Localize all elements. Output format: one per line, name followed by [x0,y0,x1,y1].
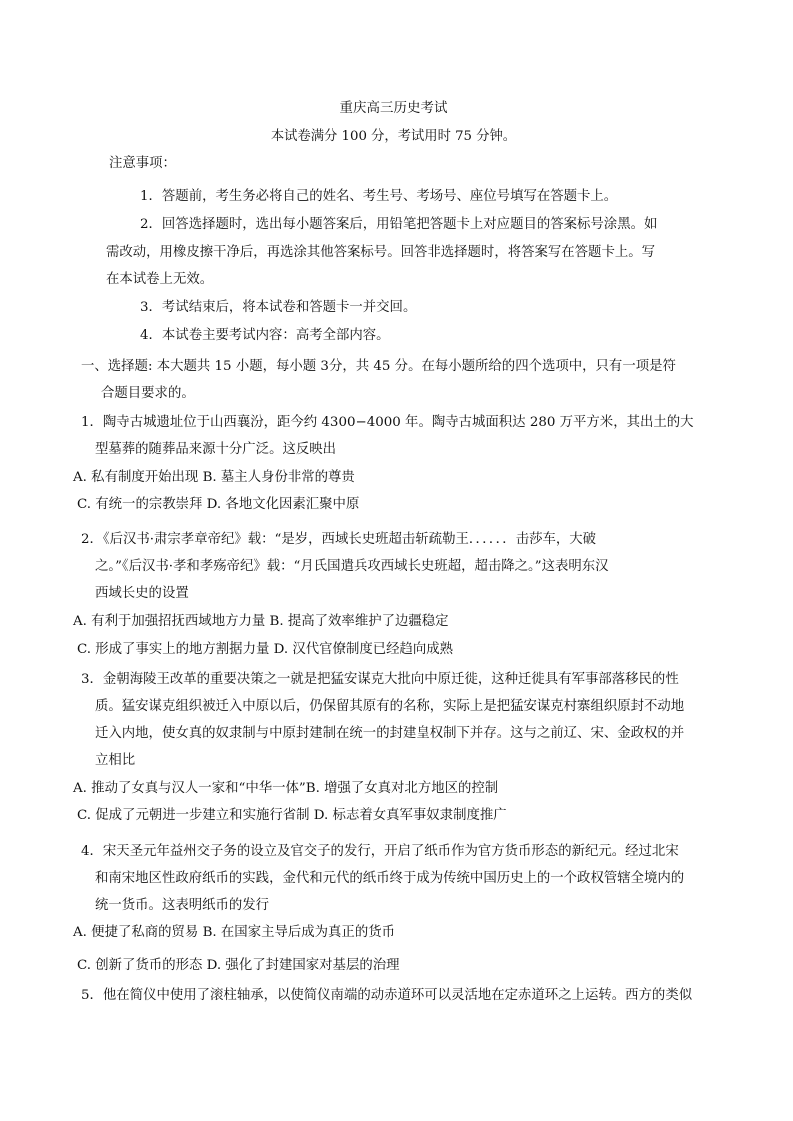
exam-title: 重庆高三历史考试 [339,100,448,116]
notice-item: 4．本试卷主要考试内容：高考全部内容。 [140,328,390,343]
exam-subtitle: 本试卷满分 100 分，考试用时 75 分钟。 [270,129,517,144]
question-4-stem: 和南宋地区性政府纸币的实践，金代和元代的纸币终于成为传统中国历史上的一个政权管辖全境内的 [95,871,685,886]
question-4-options-ab: A. 便捷了私商的贸易 B. 在国家主导后成为真正的货币 [73,925,395,940]
section-heading: 合题目要求的。 [101,386,195,401]
notice-item: 2．回答选择题时，选出每小题答案后，用铅笔把答题卡上对应题目的答案标号涂黑。如 [140,217,658,232]
question-2-options-ab: A. 有利于加强招抚西域地方力量 B. 提高了效率维护了边疆稳定 [73,614,449,629]
question-2-stem: 2．《后汉书·肃宗孝章帝纪》载：“是岁，西域长史班超击斩疏勒王．．．．．．击莎车，大破 [81,532,597,547]
notice-item: 需改动，用橡皮擦干净后，再选涂其他答案标号。回答非选择题时，将答案写在答题卡上。写 [106,245,656,260]
question-1-stem: 1．陶寺古城遗址位于山西襄汾，距今约 4300−4000 年。陶寺古城面积达 280 万平方米，其出土的大 [81,415,694,430]
question-4-stem: 4．宋天圣元年益州交子务的设立及官交子的发行，开启了纸币作为官方货币形态的新纪元。经过北宋 [81,844,679,859]
question-5-stem: 5．他在简仪中使用了滚柱轴承，以使简仪南端的动赤道环可以灵活地在定赤道环之上运转。西方的类似 [81,988,693,1003]
question-3-stem: 立相比 [95,753,136,768]
notice-item: 在本试卷上无效。 [106,272,214,287]
question-4-options-cd: C. 创新了货币的形态 D. 强化了封建国家对基层的治理 [77,958,400,973]
notice-item: 3．考试结束后，将本试卷和答题卡一并交回。 [140,300,417,315]
question-3-stem: 质。猛安谋克组织被迁入中原以后，仍保留其原有的名称，实际上是把猛安谋克村寨组织原封不动地 [95,699,685,714]
question-3-options-ab: A. 推动了女真与汉人一家和“中华一体”B. 增强了女真对北方地区的控制 [73,781,499,796]
question-1-options-ab: A. 私有制度开始出现 B. 墓主人身份非常的尊贵 [73,470,355,485]
question-4-stem: 统一货币。这表明纸币的发行 [95,898,270,913]
question-3-options-cd: C. 促成了元朝进一步建立和实施行省制 D. 标志着女真军事奴隶制度推广 [77,808,507,823]
question-3-stem: 3．金朝海陵王改革的重要决策之一就是把猛安谋克大批向中原迁徙，这种迁徙具有军事部落移民的性 [81,672,679,687]
notice-item: 1．答题前，考生务必将自己的姓名、考生号、考场号、座位号填写在答题卡上。 [140,189,618,204]
question-2-stem: 之。”《后汉书·孝和孝殇帝纪》载：“月氏国遣兵攻西域长史班超，超击降之。”这表明东汉 [95,559,609,574]
notice-heading: 注意事项： [109,156,176,171]
question-3-stem: 迁入内地，使女真的奴隶制与中原封建制在统一的封建皇权制下并存。这与之前辽、宋、金政权的并 [95,726,685,741]
question-1-stem: 型墓葬的随葬品来源十分广泛。这反映出 [95,442,337,457]
section-heading: 一、选择题: 本大题共 15 小题，每小题 3分，共 45 分。在每小题所给的四个选项中，只有一项是符 [81,359,676,374]
question-2-stem: 西域长史的设置 [95,586,189,601]
question-2-options-cd: C. 形成了事实上的地方割据力量 D. 汉代官僚制度已经趋向成熟 [77,642,454,657]
question-1-options-cd: C. 有统一的宗教崇拜 D. 各地文化因素汇聚中原 [77,497,360,512]
